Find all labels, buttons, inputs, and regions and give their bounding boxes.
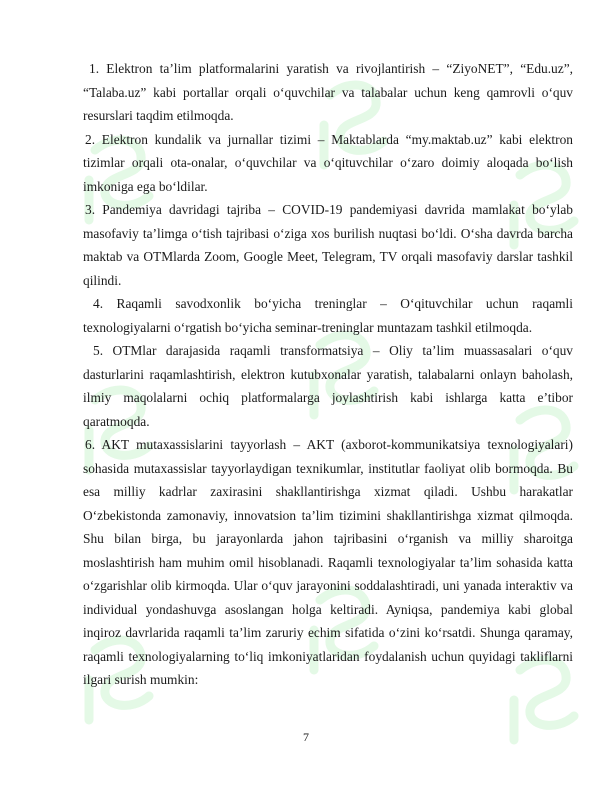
- document-body: [83, 57, 573, 692]
- paragraph-item-5: 5. OTMlar darajasida raqamli transformatsiya – Oliy ta’lim muassasalari o‘quv dasturlarini raqamlashtirish, elektron kutubxonalar yaratish, talabalarni onlayn baholash, ilmiy maqolalarni ochiq platformalarga joylashtirish kabi ishlarga katta e’tibor qaratmoqda.: [83, 343, 573, 429]
- paragraph-item-6: 6. AKT mutaxassislarini tayyorlash – AKT (axborot-kommunikatsiya texnologiyalari) sohasida mutaxassislar tayyorlaydigan texnikumlar, institutlar faoliyat olib bormoqda. Bu esa milliy kadrlar zaxirasini shakllantirishga xizmat qiladi. Ushbu harakatlar O‘zbekistonda zamonaviy, innovatsion ta’lim tizimini shakllantirishga xizmat qilmoqda. Shu bilan birga, bu jarayonlarda jahon tajribasini o‘rganish va milliy sharoitga moslashtirish ham muhim omil hisoblanadi. Raqamli texnologiyalar ta’lim sohasida katta o‘zgarishlar olib kirmoqda. Ular o‘quv jarayonini soddalashtiradi, uni yanada interaktiv va individual yondashuvga asoslangan holga keltiradi. Ayniqsa, pandemiya kabi global inqiroz davrlarida raqamli ta’lim zaruriy echim sifatida o‘zini ko‘rsatdi. Shunga qaramay, raqamli texnologiyalarning to‘liq imkoniyatlaridan foydalanish uchun quyidagi takliflarni ilgari surish mumkin:: [83, 437, 573, 687]
- paragraph-item-2: 2. Elektron kundalik va jurnallar tizimi – Maktablarda “my.maktab.uz” kabi elektron tizimlar orqali ota-onalar, o‘quvchilar va o‘qituvchilar o‘zaro doimiy aloqada bo‘lish imkoniga ega bo‘ldilar.: [83, 131, 573, 194]
- page-number: 7: [303, 730, 309, 744]
- paragraph-item-4: 4. Raqamli savodxonlik bo‘yicha treninglar – O‘qituvchilar uchun raqamli texnologiyalarni o‘rgatish bo‘yicha seminar-treninglar muntazam tashkil etilmoqda.: [83, 296, 573, 335]
- paragraph-item-3: 3. Pandemiya davridagi tajriba – COVID-19 pandemiyasi davrida mamlakat bo‘ylab masofaviy ta’limga o‘tish tajribasi o‘ziga xos burilish nuqtasi bo‘ldi. O‘sha davrda barcha maktab va OTMlarda Zoom, Google Meet, Telegram, TV orqali masofaviy darslar tashkil qilindi.: [83, 202, 573, 288]
- paragraph-item-1: 1. Elektron ta’lim platformalarini yaratish va rivojlantirish – “ZiyoNET”, “Edu.uz”, “Talaba.uz” kabi portallar orqali o‘quvchilar va talabalar uchun keng qamrovli o‘quv resurslari taqdim etilmoqda.: [83, 61, 573, 123]
